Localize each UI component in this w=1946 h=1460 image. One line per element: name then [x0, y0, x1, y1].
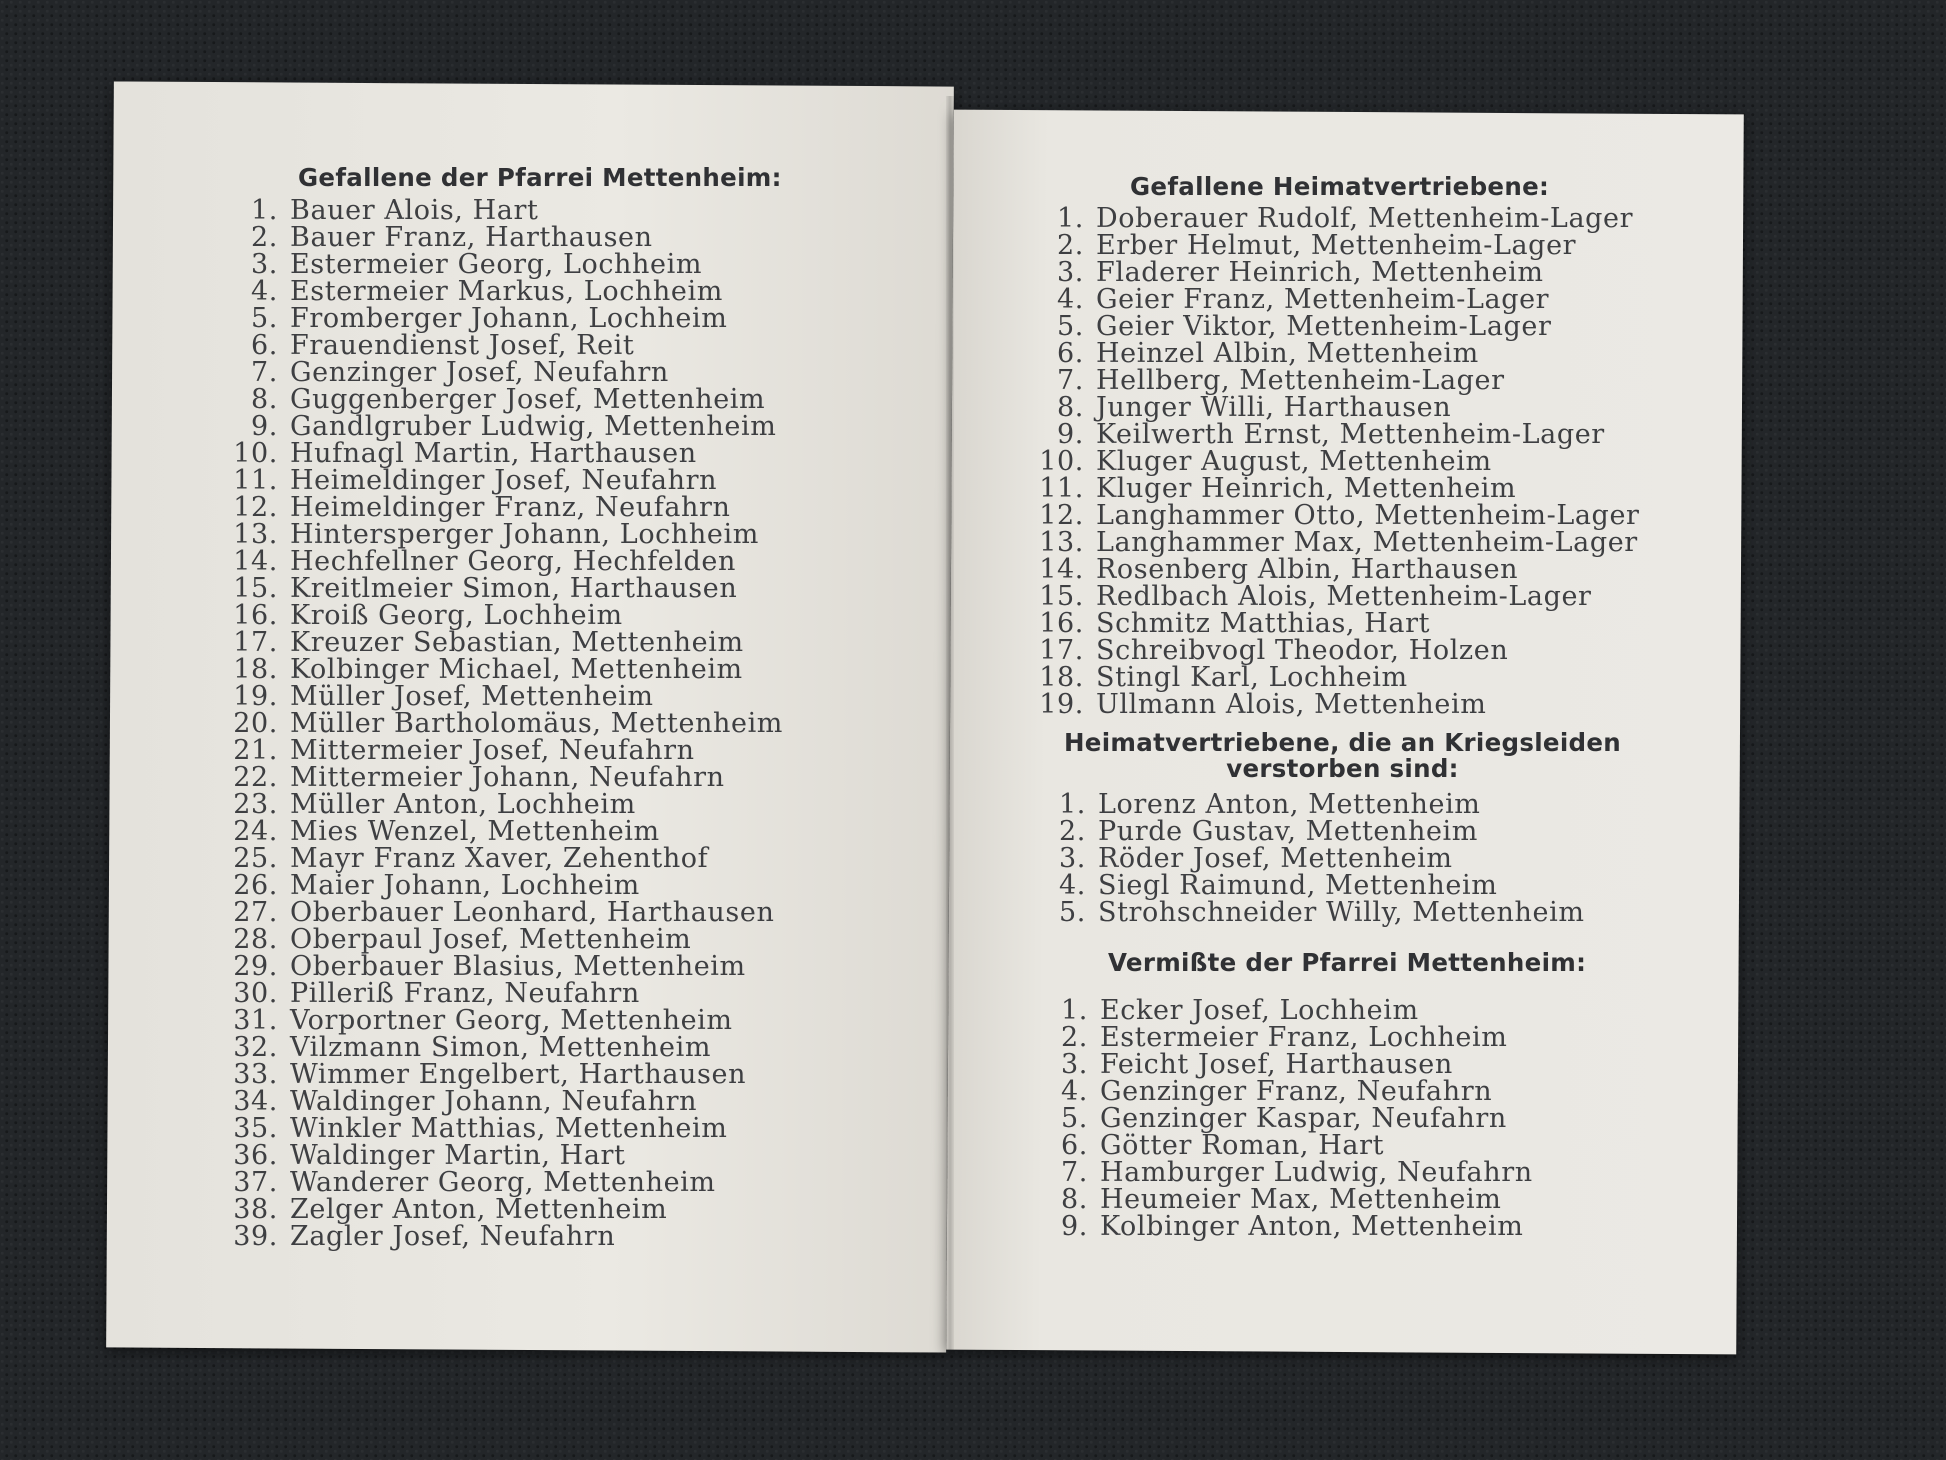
list-item: [222, 575, 783, 602]
list-item: [1034, 475, 1640, 502]
right-section2-heading-line1: Heimatvertriebene, die an Kriegsleiden: [1064, 728, 1622, 757]
entry-name: Kluger Heinrich, Mettenheim: [1096, 473, 1517, 504]
entry-name: Geier Franz, Mettenheim-Lager: [1096, 284, 1550, 315]
entry-number: 25.: [233, 843, 278, 874]
entry-name: Frauendienst Josef, Reit: [290, 330, 635, 361]
list-item: [222, 602, 783, 629]
list-item: [222, 872, 783, 899]
entry-name: Ullmann Alois, Mettenheim: [1096, 689, 1487, 720]
entry-number: 34.: [233, 1086, 278, 1117]
list-item: [222, 791, 783, 818]
entry-number: 8.: [251, 384, 278, 415]
entry-number: 7.: [1057, 365, 1084, 396]
entry-number: 19.: [233, 681, 278, 712]
list-item: [222, 629, 783, 656]
entry-name: Mittermeier Johann, Neufahrn: [290, 762, 725, 793]
list-item: [222, 710, 783, 737]
list-item: [222, 224, 783, 251]
entry-name: Müller Anton, Lochheim: [290, 789, 636, 820]
entry-name: Zagler Josef, Neufahrn: [290, 1221, 616, 1252]
entry-name: Winkler Matthias, Mettenheim: [290, 1113, 728, 1144]
list-item: [1038, 1078, 1533, 1105]
list-item: [1034, 367, 1640, 394]
list-item: [1038, 1132, 1533, 1159]
list-item: [222, 764, 783, 791]
list-item: [222, 656, 783, 683]
entry-number: 1.: [251, 195, 278, 226]
entry-number: 2.: [1059, 816, 1086, 847]
entry-name: Mies Wenzel, Mettenheim: [290, 816, 660, 847]
entry-number: 11.: [233, 465, 278, 496]
list-item: [1034, 232, 1640, 259]
entry-name: Kreuzer Sebastian, Mettenheim: [290, 627, 744, 658]
entry-number: 13.: [233, 519, 278, 550]
list-item: [1034, 421, 1640, 448]
entry-number: 9.: [251, 411, 278, 442]
entry-number: 5.: [1061, 1103, 1088, 1134]
entry-name: Müller Josef, Mettenheim: [290, 681, 654, 712]
entry-number: 35.: [233, 1113, 278, 1144]
entry-name: Genzinger Josef, Neufahrn: [290, 357, 669, 388]
entry-number: 18.: [233, 654, 278, 685]
entry-name: Oberbauer Blasius, Mettenheim: [290, 951, 746, 982]
right-section3-heading: Vermißte der Pfarrei Mettenheim:: [1108, 948, 1587, 977]
list-item: [1038, 1213, 1533, 1240]
entry-number: 2.: [1061, 1022, 1088, 1053]
entry-number: 19.: [1039, 689, 1084, 720]
entry-name: Lorenz Anton, Mettenheim: [1098, 789, 1481, 820]
entry-name: Hellberg, Mettenheim-Lager: [1096, 365, 1505, 396]
entry-number: 9.: [1061, 1211, 1088, 1242]
list-item: [1036, 899, 1585, 926]
entry-number: 15.: [233, 573, 278, 604]
entry-name: Redlbach Alois, Mettenheim-Lager: [1096, 581, 1592, 612]
list-item: [222, 413, 783, 440]
entry-name: Hechfellner Georg, Hechfelden: [290, 546, 736, 577]
list-item: [222, 1142, 783, 1169]
entry-name: Genzinger Kaspar, Neufahrn: [1100, 1103, 1507, 1134]
entry-number: 4.: [1057, 284, 1084, 315]
entry-name: Waldinger Johann, Neufahrn: [290, 1086, 698, 1117]
entry-name: Kreitlmeier Simon, Harthausen: [290, 573, 738, 604]
list-item: [222, 386, 783, 413]
entry-name: Stingl Karl, Lochheim: [1096, 662, 1408, 693]
entry-name: Waldinger Martin, Hart: [290, 1140, 626, 1171]
entry-name: Doberauer Rudolf, Mettenheim-Lager: [1096, 203, 1634, 234]
list-item: [1034, 205, 1640, 232]
list-item: [1036, 845, 1585, 872]
list-item: [1038, 1186, 1533, 1213]
entry-number: 17.: [1039, 635, 1084, 666]
list-item: [222, 737, 783, 764]
entry-name: Keilwerth Ernst, Mettenheim-Lager: [1096, 419, 1605, 450]
list-item: [1034, 691, 1640, 718]
right-section2-heading: [1064, 730, 1621, 782]
list-item: [1034, 610, 1640, 637]
list-item: [222, 251, 783, 278]
entry-number: 24.: [233, 816, 278, 847]
entry-name: Bauer Franz, Harthausen: [290, 222, 653, 253]
entry-number: 13.: [1039, 527, 1084, 558]
entry-number: 26.: [233, 870, 278, 901]
entry-number: 2.: [1057, 230, 1084, 261]
entry-number: 10.: [233, 438, 278, 469]
entry-name: Estermeier Markus, Lochheim: [290, 276, 723, 307]
entry-number: 38.: [233, 1194, 278, 1225]
list-item: [222, 305, 783, 332]
list-item: [222, 548, 783, 575]
entry-number: 37.: [233, 1167, 278, 1198]
list-item: [222, 818, 783, 845]
list-item: [1034, 394, 1640, 421]
entry-number: 31.: [233, 1005, 278, 1036]
entry-number: 3.: [1059, 843, 1086, 874]
entry-name: Zelger Anton, Mettenheim: [290, 1194, 668, 1225]
entry-name: Müller Bartholomäus, Mettenheim: [290, 708, 784, 739]
list-item: [222, 899, 783, 926]
list-item: [222, 440, 783, 467]
entry-number: 17.: [233, 627, 278, 658]
entry-number: 12.: [233, 492, 278, 523]
entry-number: 6.: [1057, 338, 1084, 369]
list-item: [1034, 259, 1640, 286]
entry-number: 21.: [233, 735, 278, 766]
entry-number: 14.: [233, 546, 278, 577]
entry-name: Röder Josef, Mettenheim: [1098, 843, 1453, 874]
entry-number: 20.: [233, 708, 278, 739]
entry-name: Estermeier Georg, Lochheim: [290, 249, 703, 280]
entry-name: Guggenberger Josef, Mettenheim: [290, 384, 766, 415]
entry-number: 2.: [251, 222, 278, 253]
entry-name: Kluger August, Mettenheim: [1096, 446, 1492, 477]
right-section1-heading: Gefallene Heimatvertriebene:: [1130, 172, 1550, 201]
entry-number: 11.: [1039, 473, 1084, 504]
list-item: [1034, 313, 1640, 340]
left-page-heading: Gefallene der Pfarrei Mettenheim:: [298, 163, 782, 192]
entry-name: Kolbinger Anton, Mettenheim: [1100, 1211, 1524, 1242]
list-item: [222, 926, 783, 953]
entry-name: Vorportner Georg, Mettenheim: [290, 1005, 733, 1036]
entry-number: 4.: [1061, 1076, 1088, 1107]
fallen-parish-list: [222, 197, 783, 1250]
entry-number: 5.: [251, 303, 278, 334]
list-item: [1036, 818, 1585, 845]
entry-name: Heinzel Albin, Mettenheim: [1096, 338, 1479, 369]
list-item: [222, 683, 783, 710]
list-item: [222, 467, 783, 494]
entry-name: Langhammer Max, Mettenheim-Lager: [1096, 527, 1638, 558]
entry-name: Langhammer Otto, Mettenheim-Lager: [1096, 500, 1640, 531]
list-item: [222, 197, 783, 224]
entry-name: Heimeldinger Franz, Neufahrn: [290, 492, 731, 523]
entry-name: Junger Willi, Harthausen: [1096, 392, 1452, 423]
list-item: [222, 278, 783, 305]
entry-name: Strohschneider Willy, Mettenheim: [1098, 897, 1585, 928]
entry-number: 8.: [1061, 1184, 1088, 1215]
entry-number: 5.: [1057, 311, 1084, 342]
entry-number: 16.: [233, 600, 278, 631]
entry-number: 1.: [1061, 995, 1088, 1026]
entry-number: 10.: [1039, 446, 1084, 477]
list-item: [1034, 583, 1640, 610]
entry-name: Heumeier Max, Mettenheim: [1100, 1184, 1502, 1215]
entry-name: Maier Johann, Lochheim: [290, 870, 640, 901]
list-item: [222, 1088, 783, 1115]
list-item: [222, 332, 783, 359]
list-item: [1034, 340, 1640, 367]
entry-name: Kroiß Georg, Lochheim: [290, 600, 623, 631]
entry-name: Hufnagl Martin, Harthausen: [290, 438, 697, 469]
entry-number: 1.: [1059, 789, 1086, 820]
entry-name: Oberpaul Josef, Mettenheim: [290, 924, 692, 955]
entry-name: Purde Gustav, Mettenheim: [1098, 816, 1478, 847]
entry-name: Kolbinger Michael, Mettenheim: [290, 654, 743, 685]
entry-number: 32.: [233, 1032, 278, 1063]
list-item: [222, 845, 783, 872]
entry-name: Hintersperger Johann, Lochheim: [290, 519, 759, 550]
entry-number: 6.: [1061, 1130, 1088, 1161]
missing-parish-list: [1038, 997, 1533, 1240]
list-item: [222, 1115, 783, 1142]
entry-name: Oberbauer Leonhard, Harthausen: [290, 897, 775, 928]
entry-name: Heimeldinger Josef, Neufahrn: [290, 465, 718, 496]
list-item: [222, 521, 783, 548]
entry-name: Mittermeier Josef, Neufahrn: [290, 735, 695, 766]
entry-number: 3.: [1061, 1049, 1088, 1080]
entry-name: Hamburger Ludwig, Neufahrn: [1100, 1157, 1533, 1188]
entry-number: 7.: [1061, 1157, 1088, 1188]
entry-name: Genzinger Franz, Neufahrn: [1100, 1076, 1493, 1107]
list-item: [222, 1196, 783, 1223]
page-fold: [946, 96, 954, 1350]
list-item: [1034, 286, 1640, 313]
entry-name: Feicht Josef, Harthausen: [1100, 1049, 1453, 1080]
list-item: [222, 980, 783, 1007]
list-item: [222, 1061, 783, 1088]
list-item: [1036, 791, 1585, 818]
entry-name: Gandlgruber Ludwig, Mettenheim: [290, 411, 777, 442]
entry-name: Bauer Alois, Hart: [290, 195, 539, 226]
entry-number: 28.: [233, 924, 278, 955]
entry-number: 30.: [233, 978, 278, 1009]
entry-name: Erber Helmut, Mettenheim-Lager: [1096, 230, 1577, 261]
entry-name: Ecker Josef, Lochheim: [1100, 995, 1419, 1026]
list-item: [222, 359, 783, 386]
list-item: [222, 1223, 783, 1250]
entry-name: Schmitz Matthias, Hart: [1096, 608, 1431, 639]
list-item: [222, 1034, 783, 1061]
entry-number: 4.: [1059, 870, 1086, 901]
list-item: [1038, 997, 1533, 1024]
entry-number: 3.: [1057, 257, 1084, 288]
entry-number: 8.: [1057, 392, 1084, 423]
list-item: [1034, 637, 1640, 664]
list-item: [1034, 502, 1640, 529]
entry-number: 14.: [1039, 554, 1084, 585]
entry-number: 29.: [233, 951, 278, 982]
entry-name: Vilzmann Simon, Mettenheim: [290, 1032, 712, 1063]
list-item: [1034, 448, 1640, 475]
list-item: [1034, 664, 1640, 691]
entry-name: Rosenberg Albin, Harthausen: [1096, 554, 1519, 585]
entry-number: 23.: [233, 789, 278, 820]
expellees-war-injuries-list: [1036, 791, 1585, 926]
list-item: [1038, 1105, 1533, 1132]
entry-number: 9.: [1057, 419, 1084, 450]
list-item: [1038, 1159, 1533, 1186]
entry-number: 36.: [233, 1140, 278, 1171]
entry-number: 39.: [233, 1221, 278, 1252]
entry-number: 6.: [251, 330, 278, 361]
entry-name: Fromberger Johann, Lochheim: [290, 303, 728, 334]
entry-number: 33.: [233, 1059, 278, 1090]
entry-name: Pilleriß Franz, Neufahrn: [290, 978, 640, 1009]
entry-number: 27.: [233, 897, 278, 928]
entry-name: Schreibvogl Theodor, Holzen: [1096, 635, 1509, 666]
entry-name: Wanderer Georg, Mettenheim: [290, 1167, 716, 1198]
entry-number: 22.: [233, 762, 278, 793]
list-item: [222, 1169, 783, 1196]
entry-number: 4.: [251, 276, 278, 307]
entry-number: 3.: [251, 249, 278, 280]
list-item: [222, 1007, 783, 1034]
fallen-expellees-list: [1034, 205, 1640, 718]
entry-name: Estermeier Franz, Lochheim: [1100, 1022, 1508, 1053]
entry-name: Siegl Raimund, Mettenheim: [1098, 870, 1498, 901]
list-item: [1038, 1051, 1533, 1078]
list-item: [1036, 872, 1585, 899]
list-item: [222, 953, 783, 980]
list-item: [222, 494, 783, 521]
entry-number: 18.: [1039, 662, 1084, 693]
entry-name: Mayr Franz Xaver, Zehenthof: [290, 843, 709, 874]
list-item: [1034, 556, 1640, 583]
list-item: [1034, 529, 1640, 556]
entry-name: Geier Viktor, Mettenheim-Lager: [1096, 311, 1552, 342]
list-item: [1038, 1024, 1533, 1051]
entry-number: 16.: [1039, 608, 1084, 639]
entry-name: Fladerer Heinrich, Mettenheim: [1096, 257, 1544, 288]
entry-name: Götter Roman, Hart: [1100, 1130, 1385, 1161]
entry-number: 7.: [251, 357, 278, 388]
entry-number: 1.: [1057, 203, 1084, 234]
entry-number: 15.: [1039, 581, 1084, 612]
entry-name: Wimmer Engelbert, Harthausen: [290, 1059, 747, 1090]
entry-number: 12.: [1039, 500, 1084, 531]
right-section2-heading-line2: verstorben sind:: [1226, 754, 1459, 783]
entry-number: 5.: [1059, 897, 1086, 928]
